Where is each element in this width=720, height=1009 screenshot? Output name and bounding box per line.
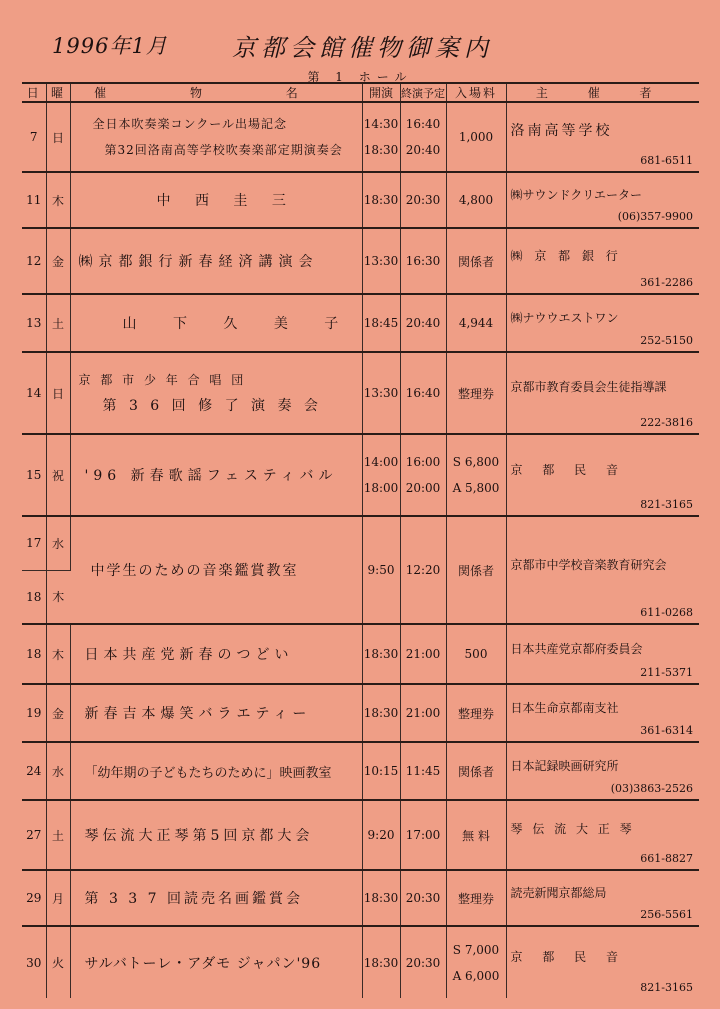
- event-price-cell: [446, 434, 506, 516]
- event-price: 整理券: [446, 352, 506, 434]
- hall-label: 第 1 ホール: [307, 70, 413, 84]
- event-title: 第 3 6 回 修 了 演 奏 会: [102, 398, 322, 414]
- event-start: 10:15: [362, 742, 400, 800]
- col-weekday-header: 曜: [46, 83, 70, 102]
- event-tel: (03)3863-2526: [610, 782, 693, 795]
- event-end: 21:00: [400, 624, 446, 684]
- event-organizer: 京 都 民 音: [510, 950, 626, 964]
- event-organizer-cell: [506, 228, 699, 294]
- event-organizer: 日本記録映画研究所: [510, 758, 619, 773]
- event-price: 関係者: [446, 516, 506, 624]
- event-weekday: 月: [46, 870, 70, 926]
- col-price-header: 入場料: [446, 83, 506, 102]
- event-start: 13:30: [362, 228, 400, 294]
- schedule-table: [22, 82, 699, 998]
- event-start: 18:30: [362, 926, 400, 998]
- col-end-header: 終演予定: [400, 83, 446, 102]
- event-day: 18: [22, 624, 46, 684]
- event-organizer: ㈱サウンドクリエーター: [510, 187, 643, 202]
- table-row: [22, 228, 699, 294]
- event-price: A 5,800: [452, 481, 500, 495]
- event-title: 「幼年期の子どもたちのために」映画教室: [70, 742, 362, 800]
- event-organizer-cell: [506, 684, 699, 742]
- table-row: [22, 102, 699, 172]
- event-end: 16:30: [400, 228, 446, 294]
- event-start: 18:00: [363, 481, 399, 495]
- event-price: 関係者: [446, 742, 506, 800]
- event-price: 整理券: [446, 684, 506, 742]
- col-organizer-header: 主 催 者: [506, 83, 699, 102]
- event-subtitle: 全日本吹奏楽コンクール出場記念: [92, 117, 288, 131]
- event-price: 無 料: [446, 800, 506, 870]
- event-weekday: 水: [46, 742, 70, 800]
- event-end: 20:40: [405, 143, 441, 157]
- event-organizer-cell: [506, 102, 699, 172]
- event-weekday: 日: [46, 352, 70, 434]
- event-price: A 6,000: [452, 968, 500, 983]
- event-organizer: 京 都 民 音: [510, 462, 626, 477]
- event-title-cell: [70, 102, 362, 172]
- event-start: 18:45: [362, 294, 400, 352]
- event-end: 12:20: [400, 516, 446, 624]
- event-organizer: 日本共産党京都府委員会: [510, 641, 643, 656]
- event-start: 18:30: [362, 624, 400, 684]
- table-row: [22, 516, 699, 570]
- event-end: 20:30: [400, 172, 446, 228]
- event-tel: 211-5371: [640, 666, 693, 679]
- col-start-header: 開演: [362, 83, 400, 102]
- event-organizer-cell: [506, 516, 699, 624]
- event-tel: (06)357-9900: [617, 210, 693, 223]
- event-start: 14:30: [363, 117, 399, 131]
- event-day: 15: [22, 434, 46, 516]
- event-start-cell: [362, 434, 400, 516]
- event-tel: 821-3165: [640, 981, 693, 994]
- event-end: 11:45: [400, 742, 446, 800]
- event-title: 日本共産党新春のつどい: [70, 624, 362, 684]
- event-title: 新春吉本爆笑バラエティー: [70, 684, 362, 742]
- event-organizer-cell: [506, 870, 699, 926]
- event-day: 27: [22, 800, 46, 870]
- event-start: 13:30: [362, 352, 400, 434]
- event-title-cell: [70, 352, 362, 434]
- table-row: [22, 684, 699, 742]
- event-title: 第32回洛南高等学校吹奏楽部定期演奏会: [104, 143, 343, 157]
- event-weekday: 木: [52, 590, 65, 605]
- event-end: 16:40: [405, 117, 441, 131]
- event-tel: 361-6314: [640, 724, 693, 737]
- event-organizer: 京都市教育委員会生徒指導課: [510, 379, 667, 394]
- event-weekday: 水: [46, 516, 70, 570]
- event-organizer: 琴 伝 流 大 正 琴: [510, 821, 635, 836]
- event-title: 山 下 久 美 子: [70, 294, 362, 352]
- event-organizer-cell: [506, 742, 699, 800]
- event-tel: 256-5561: [640, 908, 693, 921]
- table-header-row: [22, 83, 699, 102]
- event-day: 24: [22, 742, 46, 800]
- event-price: S 7,000: [452, 942, 500, 957]
- event-organizer-cell: [506, 172, 699, 228]
- event-title: 中学生のための音楽鑑賞教室: [70, 516, 362, 624]
- event-title: '96 新春歌謡フェスティバル: [70, 434, 362, 516]
- event-end: 17:00: [400, 800, 446, 870]
- event-start: 18:30: [363, 143, 399, 157]
- table-row: [22, 926, 699, 998]
- header-year-month: 1996年1月: [52, 34, 168, 58]
- event-weekday: 金: [46, 228, 70, 294]
- table-row: [22, 294, 699, 352]
- event-organizer: 洛南高等学校: [510, 123, 613, 139]
- event-organizer: 読売新聞京都総局: [510, 885, 607, 900]
- event-end: 20:40: [400, 294, 446, 352]
- event-price: 1,000: [446, 102, 506, 172]
- event-weekday: 土: [46, 800, 70, 870]
- event-organizer: 京都市中学校音楽教育研究会: [510, 557, 667, 572]
- event-weekday: 祝: [46, 434, 70, 516]
- event-day: 11: [22, 172, 46, 228]
- event-organizer-cell: [506, 294, 699, 352]
- event-day: 18: [22, 570, 46, 624]
- event-price: 関係者: [446, 228, 506, 294]
- event-weekday: 金: [46, 684, 70, 742]
- event-day: 7: [22, 102, 46, 172]
- event-organizer: ㈱ナウウエストワン: [510, 310, 619, 325]
- event-tel: 361-2286: [640, 276, 693, 289]
- event-day: 12: [22, 228, 46, 294]
- event-subtitle: 京 都 市 少 年 合 唱 団: [78, 373, 247, 387]
- event-day: 30: [22, 926, 46, 998]
- event-tel: 252-5150: [640, 334, 693, 347]
- event-organizer: ㈱ 京 都 銀 行: [510, 248, 622, 263]
- table-row: [22, 870, 699, 926]
- event-end-cell: [400, 434, 446, 516]
- event-end: 16:40: [400, 352, 446, 434]
- event-title: サルバトーレ・アダモ ジャパン'96: [70, 926, 362, 998]
- table-row: [22, 352, 699, 434]
- table-row: [22, 800, 699, 870]
- event-tel: 611-0268: [640, 606, 693, 619]
- event-price: 500: [446, 624, 506, 684]
- table-row: [22, 742, 699, 800]
- event-price-cell: [446, 926, 506, 998]
- event-tel: 661-8827: [640, 852, 693, 865]
- event-organizer-cell: [506, 352, 699, 434]
- event-start: 9:50: [362, 516, 400, 624]
- event-tel: 222-3816: [640, 416, 693, 429]
- event-price: 4,800: [446, 172, 506, 228]
- event-start: 18:30: [362, 870, 400, 926]
- event-title: 琴伝流大正琴第5回京都大会: [70, 800, 362, 870]
- event-tel: 821-3165: [640, 498, 693, 511]
- event-day: 14: [22, 352, 46, 434]
- event-end: 16:00: [405, 455, 441, 469]
- event-start: 9:20: [362, 800, 400, 870]
- event-tel: 681-6511: [640, 154, 693, 167]
- event-price: 4,944: [446, 294, 506, 352]
- event-day: 17: [22, 516, 46, 570]
- event-start: 18:30: [362, 684, 400, 742]
- event-day: 13: [22, 294, 46, 352]
- event-day: 19: [22, 684, 46, 742]
- event-organizer-cell: [506, 434, 699, 516]
- event-organizer-cell: [506, 926, 699, 998]
- event-day: 29: [22, 870, 46, 926]
- header-venue-title: 京都会館催物御案内: [232, 34, 493, 62]
- event-title: 第 3 3 7 回読売名画鑑賞会: [70, 870, 362, 926]
- event-price: S 6,800: [452, 455, 500, 469]
- event-end: 20:30: [400, 870, 446, 926]
- event-organizer-cell: [506, 800, 699, 870]
- event-weekday: 土: [46, 294, 70, 352]
- event-end: 21:00: [400, 684, 446, 742]
- event-weekday: 火: [46, 926, 70, 998]
- event-weekday: 日: [46, 102, 70, 172]
- event-title: 中 西 圭 三: [70, 172, 362, 228]
- event-title: ㈱京都銀行新春経済講演会: [70, 228, 362, 294]
- table-row: [22, 434, 699, 516]
- table-row: [22, 624, 699, 684]
- event-weekday: 木: [46, 624, 70, 684]
- event-start-cell: [362, 102, 400, 172]
- event-end: 20:00: [405, 481, 441, 495]
- table-row: [22, 172, 699, 228]
- col-title-header: 催 物 名: [70, 83, 362, 102]
- event-organizer-cell: [506, 624, 699, 684]
- event-price: 整理券: [446, 870, 506, 926]
- event-end: 20:30: [400, 926, 446, 998]
- col-day-header: 日: [22, 83, 46, 102]
- event-weekday: 木: [46, 172, 70, 228]
- event-start: 18:30: [362, 172, 400, 228]
- event-start: 14:00: [363, 455, 399, 469]
- event-end-cell: [400, 102, 446, 172]
- event-organizer: 日本生命京都南支社: [510, 700, 619, 715]
